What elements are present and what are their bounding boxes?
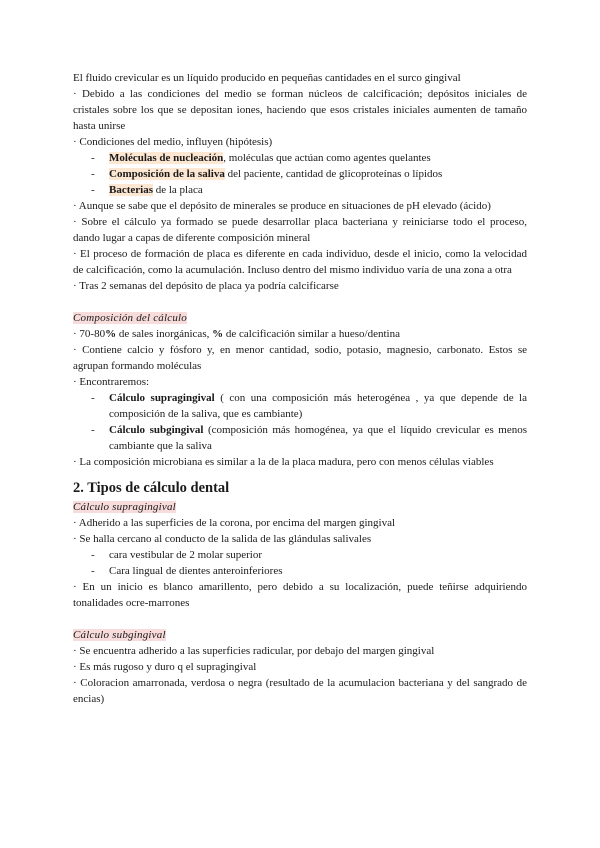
list-item	[73, 547, 527, 563]
intro-paragraph: El fluido crevicular es un líquido producido en pequeñas cantidades en el surco gingival	[73, 72, 461, 84]
sub-paragraph: · Se encuentra adherido a las superficies radicular, por debajo del margen gingival	[73, 645, 435, 657]
subsection-heading-subgingival: Cálculo subgingival	[73, 629, 166, 641]
bold-term: Cálculo subgingival	[109, 424, 204, 436]
intro-paragraph: · El proceso de formación de placa es diferente en cada individuo, desde el inicio, como la velocidad de calcificación, como la acumulación. Incluso dentro del mismo individuo varía de una zona a otra	[73, 248, 527, 276]
list-item	[73, 390, 527, 422]
list-item-text: (composición más homogénea, ya que el líquido crevicular es menos cambiante que la saliva	[109, 424, 528, 452]
dash-bullet: -	[91, 152, 95, 164]
list-item	[73, 563, 527, 579]
list-item-text: , moléculas que actúan como agentes quelantes	[223, 152, 431, 164]
list-item-text: del paciente, cantidad de glicoproteínas o lípidos	[224, 168, 443, 180]
supra-paragraph: · En un inicio es blanco amarillento, pero debido a su localización, puede teñirse adquiriendo tonalidades ocre-marrones	[73, 581, 527, 609]
sub-paragraph: · Es más rugoso y duro q el supragingival	[73, 661, 257, 673]
composicion-paragraph: · Encontraremos:	[73, 376, 150, 388]
dash-bullet: -	[91, 424, 95, 436]
dash-bullet: -	[91, 549, 95, 561]
bold-term: Cálculo supragingival	[109, 392, 215, 404]
section-title-tipos: 2. Tipos de cálculo dental	[73, 480, 230, 496]
list-item-text: cara vestibular de 2 molar superior	[109, 549, 263, 561]
list-item	[73, 166, 527, 182]
intro-paragraph: · Sobre el cálculo ya formado se puede desarrollar placa bacteriana y reiniciarse todo el proceso, dando lugar a capas de diferente composición mineral	[73, 216, 527, 244]
dash-bullet: -	[91, 392, 95, 404]
list-item-text: Cara lingual de dientes anteroinferiores	[109, 565, 283, 577]
dash-bullet: -	[91, 565, 95, 577]
list-item	[73, 182, 527, 198]
composicion-paragraph: · La composición microbiana es similar a la de la placa madura, pero con menos células viables	[73, 456, 494, 468]
supra-paragraph: · Se halla cercano al conducto de la salida de las glándulas salivales	[73, 533, 372, 545]
intro-paragraph: · Aunque se sabe que el depósito de minerales se produce en situaciones de pH elevado (ácido)	[73, 200, 491, 212]
list-item-text: de la placa	[152, 184, 203, 196]
supra-paragraph: · Adherido a las superficies de la corona, por encima del margen gingival	[73, 517, 396, 529]
document-page	[73, 70, 527, 707]
list-item	[73, 422, 527, 454]
section-heading-composicion: Composición del cálculo	[73, 312, 187, 324]
sub-paragraph: · Coloracion amarronada, verdosa o negra (resultado de la acumulacion bacteriana y del sangrado de encias)	[73, 677, 527, 705]
dash-bullet: -	[91, 184, 95, 196]
subsection-heading-supragingival: Cálculo supragingival	[73, 501, 176, 513]
list-item-text: ( con una composición más heterogénea , ya que depende de la composición de la saliva, que es cambiante)	[109, 392, 527, 420]
composicion-paragraph: · 70-80% de sales inorgánicas, % de calcificación similar a hueso/dentina	[73, 328, 400, 340]
dash-bullet: -	[91, 168, 95, 180]
highlighted-term: Moléculas de nucleación	[109, 152, 224, 164]
intro-paragraph: · Debido a las condiciones del medio se forman núcleos de calcificación; depósitos iniciales de cristales sobre los que se depositan iones, haciendo que esos cristales iniciales aumenten de tamaño hasta unirse	[73, 88, 527, 132]
intro-paragraph: · Condiciones del medio, influyen (hipótesis)	[73, 136, 273, 148]
intro-paragraph: · Tras 2 semanas del depósito de placa ya podría calcificarse	[73, 280, 339, 292]
composicion-paragraph: · Contiene calcio y fósforo y, en menor cantidad, sodio, potasio, magnesio, carbonato. Estos se agrupan formando moléculas	[73, 344, 527, 372]
list-item	[73, 150, 527, 166]
highlighted-term: Composición de la saliva	[109, 168, 225, 180]
highlighted-term: Bacterias	[109, 184, 153, 196]
